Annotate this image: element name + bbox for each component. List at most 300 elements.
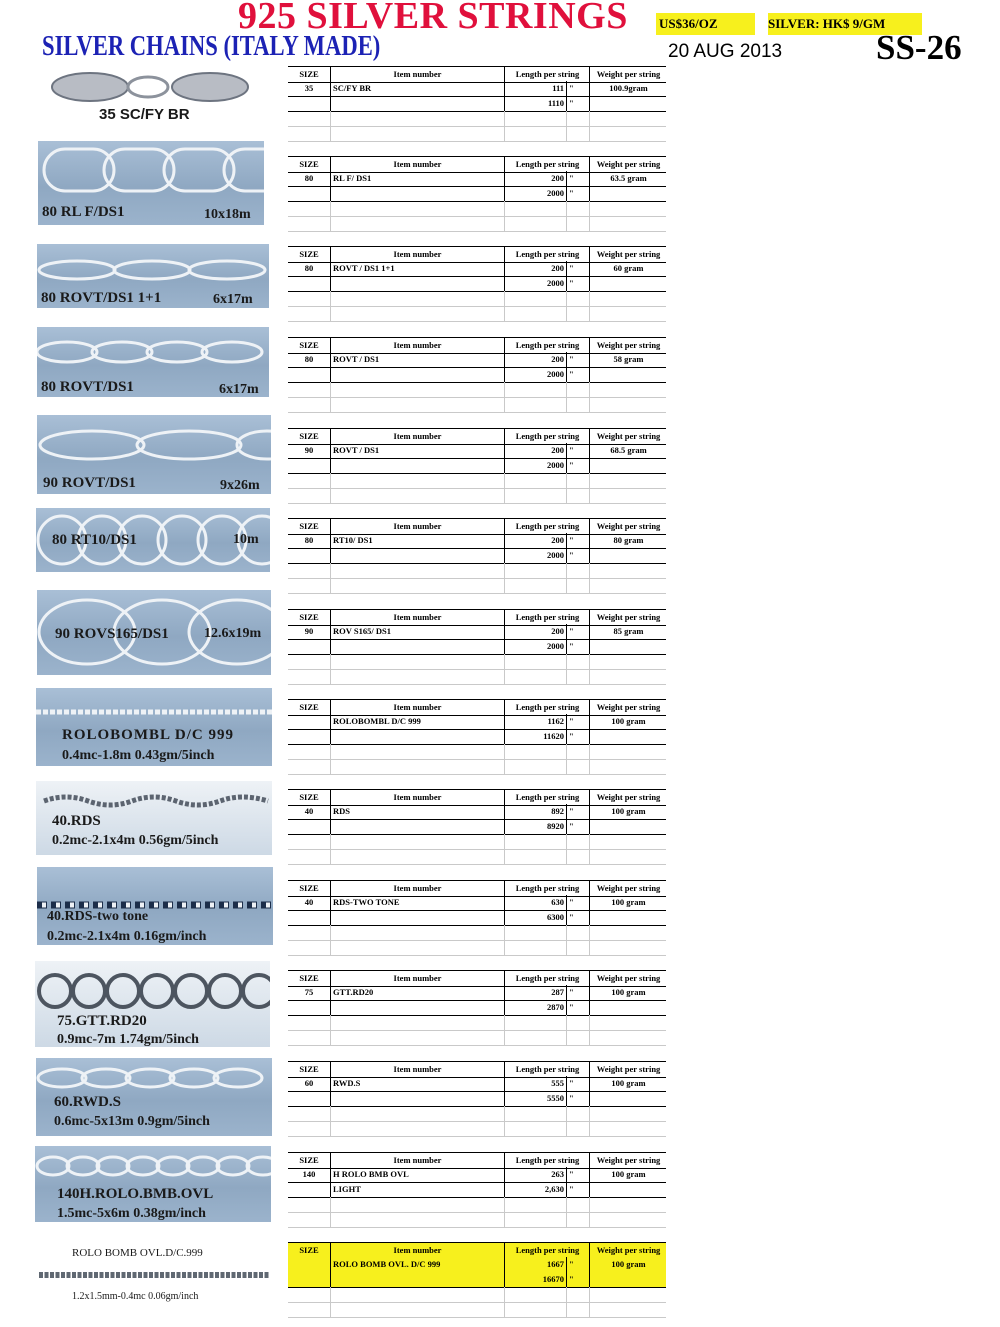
cell-length: 2000 [506, 458, 567, 473]
cell-blank [331, 382, 505, 397]
cell-blank [288, 473, 331, 488]
table-row [288, 985, 666, 1001]
cell-size [288, 729, 331, 744]
table-row [288, 488, 666, 504]
cell-blank [506, 1030, 567, 1045]
product-table [288, 1061, 666, 1136]
cell-blank [288, 1212, 331, 1227]
header-length: Length per string [506, 519, 590, 534]
cell-weight: 100 gram [611, 1169, 646, 1179]
header-item: Item number [331, 247, 505, 262]
product-detail-caption: 1.5mc-5x6m 0.38gm/inch [57, 1206, 206, 1221]
cell-item: RDS-TWO TONE [331, 895, 505, 910]
product-table [288, 518, 666, 593]
cell-blank [568, 111, 590, 126]
cell-blank [331, 849, 505, 864]
cell-blank [288, 1287, 331, 1302]
cell-blank [506, 126, 567, 141]
product-table [288, 609, 666, 684]
product-size-caption: 10m [233, 532, 259, 547]
cell-size [288, 1182, 331, 1197]
page-subtitle: SILVER CHAINS (ITALY MADE) [42, 30, 381, 62]
cell-item: RWD.S [331, 1076, 505, 1091]
page-title: 925 SILVER STRINGS [238, 0, 628, 37]
header-size: SIZE [288, 1062, 331, 1077]
cell-blank [568, 563, 590, 578]
cell-size [288, 276, 331, 291]
table-row [288, 1015, 666, 1031]
cell-item: ROVT / DS1 [331, 352, 505, 367]
cell-blank [288, 216, 331, 231]
cell-item: ROV S165/ DS1 [331, 624, 505, 639]
cell-length: 892 [506, 804, 567, 819]
cell-blank [288, 488, 331, 503]
cell-blank [506, 759, 567, 774]
table-row [288, 1212, 666, 1228]
header-size: SIZE [288, 881, 331, 896]
cell-blank [331, 744, 505, 759]
cell-length: 630 [506, 895, 567, 910]
cell-blank [331, 925, 505, 940]
cell-blank [288, 849, 331, 864]
cell-item: RT10/ DS1 [331, 533, 505, 548]
cell-blank [331, 1030, 505, 1045]
product-caption: ROLOBOMBL D/C 999 [62, 727, 235, 743]
product-table [288, 970, 666, 1045]
cell-blank [568, 1197, 590, 1212]
cell-unit: " [568, 985, 590, 1000]
cell-item [331, 458, 505, 473]
cell-size: 80 [288, 533, 331, 548]
header-weight: Weight per string [596, 1245, 661, 1255]
product-caption: 40.RDS [52, 813, 101, 829]
table-row [288, 276, 666, 292]
header-weight: Weight per string [596, 249, 661, 259]
product-table [288, 337, 666, 412]
cell-item: LIGHT [331, 1182, 505, 1197]
cell-weight [591, 1000, 666, 1015]
cell-blank [288, 940, 331, 955]
cell-blank [568, 759, 590, 774]
header-item: Item number [331, 1243, 505, 1258]
product-detail-caption: 1.2x1.5mm-0.4mc 0.06gm/inch [72, 1291, 199, 1302]
cell-blank [506, 669, 567, 684]
table-row [288, 1302, 666, 1318]
cell-length: 200 [506, 261, 567, 276]
product-caption: 80 ROVT/DS1 [41, 379, 134, 395]
product-image-14 [37, 1236, 273, 1312]
cell-blank [331, 473, 505, 488]
table-row [288, 895, 666, 911]
price-date: 20 AUG 2013 [668, 41, 783, 62]
product-image-11 [35, 961, 270, 1047]
cell-weight: 100 gram [611, 987, 646, 997]
cell-blank [568, 849, 590, 864]
header-size: SIZE [288, 1243, 331, 1258]
header-size: SIZE [288, 157, 331, 172]
table-row [288, 1287, 666, 1303]
product-size-caption: 9x26m [220, 478, 260, 493]
cell-blank [331, 488, 505, 503]
cell-item [331, 186, 505, 201]
cell-blank [331, 216, 505, 231]
cell-blank [506, 306, 567, 321]
cell-unit: " [568, 910, 590, 925]
cell-unit: " [568, 819, 590, 834]
cell-blank [568, 306, 590, 321]
table-row [288, 910, 666, 926]
cell-item [331, 1272, 505, 1287]
table-row [288, 1167, 666, 1183]
cell-unit: " [568, 1076, 590, 1091]
table-row [288, 729, 666, 745]
cell-length: 555 [506, 1076, 567, 1091]
product-caption: 80 RL F/DS1 [42, 204, 125, 220]
cell-blank [288, 759, 331, 774]
table-row [288, 473, 666, 489]
table-row [288, 548, 666, 564]
cell-size: 80 [288, 261, 331, 276]
cell-length: 1110 [506, 96, 567, 111]
cell-unit: " [568, 171, 590, 186]
header-weight: Weight per string [596, 612, 661, 622]
cell-blank [568, 126, 590, 141]
cell-item: RL F/ DS1 [331, 171, 505, 186]
cell-size: 60 [288, 1076, 331, 1091]
header-length: Length per string [506, 429, 590, 444]
table-row [288, 1000, 666, 1016]
product-table [288, 66, 666, 141]
table-row [288, 397, 666, 413]
table-row [288, 563, 666, 579]
table-row [288, 458, 666, 474]
table-row [288, 111, 666, 127]
product-image-2 [38, 141, 264, 225]
table-row [288, 849, 666, 865]
header-weight: Weight per string [596, 340, 661, 350]
header-item: Item number [331, 971, 505, 986]
cell-weight: 100 gram [611, 897, 646, 907]
cell-length: 2870 [506, 1000, 567, 1015]
product-detail-caption: 0.6mc-5x13m 0.9gm/5inch [54, 1114, 210, 1129]
cell-blank [568, 744, 590, 759]
cell-blank [568, 488, 590, 503]
table-row [288, 533, 666, 549]
cell-size: 40 [288, 804, 331, 819]
cell-blank [288, 126, 331, 141]
cell-blank [568, 1302, 590, 1317]
cell-blank [568, 382, 590, 397]
header-weight: Weight per string [596, 702, 661, 712]
cell-item: ROLO BOMB OVL. D/C 999 [331, 1257, 505, 1272]
product-detail-caption: 0.9mc-7m 1.74gm/5inch [57, 1032, 199, 1047]
product-caption: 140H.ROLO.BMB.OVL [57, 1186, 214, 1202]
cell-blank [568, 397, 590, 412]
cell-unit: " [568, 1091, 590, 1106]
table-row [288, 126, 666, 142]
cell-unit: " [568, 624, 590, 639]
product-image-13 [35, 1146, 271, 1222]
cell-size [288, 639, 331, 654]
cell-blank [568, 669, 590, 684]
cell-unit: " [568, 1167, 590, 1182]
cell-blank [506, 397, 567, 412]
cell-size: 90 [288, 624, 331, 639]
product-caption: 90 ROVS165/DS1 [55, 626, 169, 642]
cell-unit: " [568, 186, 590, 201]
product-image-10 [37, 867, 273, 945]
table-row [288, 578, 666, 594]
cell-blank [568, 1287, 590, 1302]
cell-blank [506, 216, 567, 231]
cell-weight [591, 548, 666, 563]
cell-size: 90 [288, 443, 331, 458]
cell-length: 200 [506, 352, 567, 367]
table-row [288, 940, 666, 956]
cell-blank [288, 834, 331, 849]
table-row [288, 1121, 666, 1137]
cell-size: 75 [288, 985, 331, 1000]
cell-blank [331, 201, 505, 216]
cell-item: RDS [331, 804, 505, 819]
cell-blank [331, 1015, 505, 1030]
cell-length: 200 [506, 443, 567, 458]
cell-blank [331, 306, 505, 321]
cell-length: 6300 [506, 910, 567, 925]
cell-unit: " [568, 895, 590, 910]
cell-blank [288, 111, 331, 126]
product-image-5 [37, 415, 271, 494]
cell-item: H ROLO BMB OVL [331, 1167, 505, 1182]
cell-blank [288, 1302, 331, 1317]
cell-size [288, 458, 331, 473]
cell-blank [506, 473, 567, 488]
cell-unit: " [568, 1257, 590, 1272]
table-row [288, 714, 666, 730]
cell-size [288, 1091, 331, 1106]
cell-blank [331, 940, 505, 955]
header-length: Length per string [506, 790, 590, 805]
header-length: Length per string [506, 1153, 590, 1168]
cell-size [288, 1272, 331, 1287]
cell-weight: 80 gram [613, 535, 644, 545]
cell-size [288, 367, 331, 382]
table-row [288, 1106, 666, 1122]
cell-blank [331, 397, 505, 412]
header-item: Item number [331, 881, 505, 896]
cell-blank [568, 216, 590, 231]
header-item: Item number [331, 67, 505, 82]
cell-blank [506, 382, 567, 397]
header-size: SIZE [288, 1153, 331, 1168]
cell-item: ROVT / DS1 [331, 443, 505, 458]
table-row [288, 925, 666, 941]
cell-item [331, 910, 505, 925]
cell-length: 2000 [506, 186, 567, 201]
cell-blank [506, 925, 567, 940]
cell-blank [288, 1121, 331, 1136]
cell-unit: " [568, 1182, 590, 1197]
cell-length: 5550 [506, 1091, 567, 1106]
table-row [288, 291, 666, 307]
cell-size [288, 96, 331, 111]
cell-blank [288, 925, 331, 940]
cell-unit: " [568, 96, 590, 111]
cell-length: 200 [506, 171, 567, 186]
table-row [288, 201, 666, 217]
cell-unit: " [568, 352, 590, 367]
product-image-12 [36, 1058, 272, 1136]
cell-blank [568, 201, 590, 216]
product-caption: 75.GTT.RD20 [57, 1013, 147, 1029]
table-row [288, 367, 666, 383]
cell-weight: 60 gram [613, 263, 644, 273]
product-image-4 [37, 327, 269, 397]
cell-blank [288, 654, 331, 669]
cell-blank [506, 849, 567, 864]
cell-blank [288, 1197, 331, 1212]
cell-unit: " [568, 729, 590, 744]
table-row [288, 639, 666, 655]
cell-weight: 100 gram [611, 1259, 646, 1269]
cell-blank [331, 654, 505, 669]
cell-size: 80 [288, 171, 331, 186]
cell-blank [331, 1302, 505, 1317]
cell-blank [506, 578, 567, 593]
cell-length: 287 [506, 985, 567, 1000]
table-row [288, 1197, 666, 1213]
product-caption: 90 ROVT/DS1 [43, 475, 136, 491]
table-row [288, 1091, 666, 1107]
cell-blank [288, 744, 331, 759]
cell-weight [591, 1091, 666, 1106]
cell-size [288, 819, 331, 834]
product-image-3 [37, 244, 269, 308]
cell-blank [331, 563, 505, 578]
cell-item: SC/FY BR [331, 81, 505, 96]
product-table [288, 156, 666, 231]
cell-length: 2000 [506, 367, 567, 382]
header-item: Item number [331, 1062, 505, 1077]
table-row [288, 654, 666, 670]
product-caption: 60.RWD.S [54, 1094, 121, 1110]
product-caption: 40.RDS-two tone [47, 909, 149, 924]
table-row [288, 306, 666, 322]
cell-blank [568, 1121, 590, 1136]
cell-item [331, 819, 505, 834]
header-weight: Weight per string [596, 792, 661, 802]
cell-blank [288, 1106, 331, 1121]
cell-blank [288, 291, 331, 306]
cell-weight: 100.9gram [609, 83, 648, 93]
cell-size [288, 1000, 331, 1015]
page-code: SS-26 [876, 28, 962, 67]
header-length: Length per string [506, 157, 590, 172]
product-image-6 [36, 508, 270, 572]
cell-unit: " [568, 261, 590, 276]
table-row [288, 669, 666, 685]
table-row [288, 759, 666, 775]
cell-blank [506, 1302, 567, 1317]
cell-length: 1667 [506, 1257, 567, 1272]
header-weight: Weight per string [596, 1155, 661, 1165]
header-item: Item number [331, 519, 505, 534]
cell-unit: " [568, 548, 590, 563]
header-item: Item number [331, 338, 505, 353]
cell-unit: " [568, 533, 590, 548]
cell-size: 80 [288, 352, 331, 367]
cell-item [331, 548, 505, 563]
table-row [288, 624, 666, 640]
cell-blank [288, 1015, 331, 1030]
cell-weight [591, 639, 666, 654]
cell-unit: " [568, 714, 590, 729]
table-row [288, 1076, 666, 1092]
header-length: Length per string [506, 1243, 590, 1258]
table-row [288, 382, 666, 398]
cell-size [288, 1257, 331, 1272]
cell-weight [591, 276, 666, 291]
product-image-9 [36, 781, 272, 855]
cell-weight [591, 1182, 666, 1197]
cell-blank [331, 111, 505, 126]
cell-unit: " [568, 1272, 590, 1287]
cell-blank [288, 382, 331, 397]
cell-blank [331, 1212, 505, 1227]
cell-weight: 100 gram [611, 716, 646, 726]
cell-blank [568, 473, 590, 488]
cell-weight [591, 96, 666, 111]
product-table [288, 1152, 666, 1227]
cell-blank [331, 291, 505, 306]
cell-weight [591, 1272, 666, 1287]
cell-blank [506, 654, 567, 669]
header-size: SIZE [288, 519, 331, 534]
table-row [288, 1257, 666, 1273]
cell-length: 2000 [506, 639, 567, 654]
header-weight: Weight per string [596, 159, 661, 169]
cell-item: ROLOBOMBL D/C 999 [331, 714, 505, 729]
cell-unit: " [568, 804, 590, 819]
cell-weight: 85 gram [613, 626, 644, 636]
cell-blank [568, 578, 590, 593]
cell-blank [506, 1015, 567, 1030]
header-weight: Weight per string [596, 883, 661, 893]
cell-blank [568, 1212, 590, 1227]
cell-blank [288, 306, 331, 321]
cell-blank [288, 578, 331, 593]
header-item: Item number [331, 157, 505, 172]
product-detail-caption: 0.2mc-2.1x4m 0.56gm/5inch [52, 833, 219, 848]
cell-weight: 58 gram [613, 354, 644, 364]
cell-blank [568, 291, 590, 306]
cell-blank [331, 1287, 505, 1302]
table-row [288, 1182, 666, 1198]
product-table [288, 246, 666, 321]
cell-blank [331, 1197, 505, 1212]
cell-item [331, 1091, 505, 1106]
cell-blank [331, 669, 505, 684]
product-detail-caption: 0.4mc-1.8m 0.43gm/5inch [62, 748, 215, 763]
table-row [288, 819, 666, 835]
cell-size: 40 [288, 895, 331, 910]
cell-blank [331, 1121, 505, 1136]
header-item: Item number [331, 790, 505, 805]
cell-unit: " [568, 276, 590, 291]
cell-item: GTT.RD20 [331, 985, 505, 1000]
header-length: Length per string [506, 67, 590, 82]
cell-blank [506, 1106, 567, 1121]
